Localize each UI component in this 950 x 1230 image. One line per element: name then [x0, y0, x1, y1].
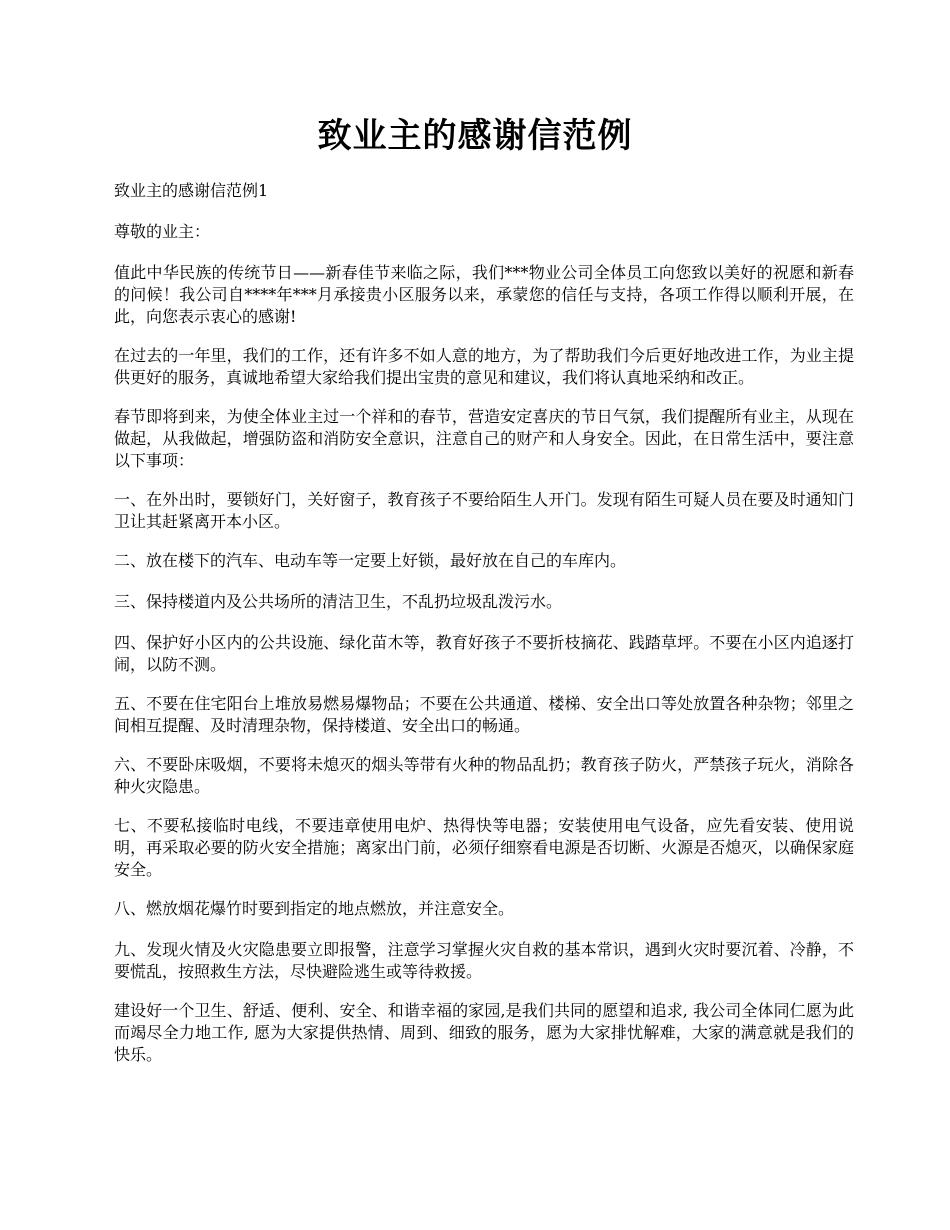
- notice-item: 五、不要在住宅阳台上堆放易燃易爆物品；不要在公共通道、楼梯、安全出口等处放置各种杂物；邻里之间相互提醒、及时清理杂物，保持楼道、安全出口的畅通。: [114, 694, 854, 735]
- notice-item: 四、保护好小区内的公共设施、绿化苗木等，教育好孩子不要折枝摘花、践踏草坪。不要在小区内追逐打闹，以防不测。: [114, 633, 854, 674]
- document-title: 致业主的感谢信范例: [317, 116, 633, 156]
- notice-item: 六、不要卧床吸烟，不要将未熄灭的烟头等带有火种的物品乱扔；教育孩子防火，严禁孩子玩火，消除各种火灾隐患。: [114, 755, 854, 796]
- paragraph: 春节即将到来，为使全体业主过一个祥和的春节，营造安定喜庆的节日气氛，我们提醒所有业主，从现在做起，从我做起，增强防盗和消防安全意识，注意自己的财产和人身安全。因此，在日常生活中，要注意以下事项：: [114, 407, 854, 470]
- notice-item: 九、发现火情及火灾隐患要立即报警，注意学习掌握火灾自救的基本常识，遇到火灾时要沉着、冷静，不要慌乱，按照救生方法，尽快避险逃生或等待救援。: [114, 940, 854, 981]
- salutation: 尊敬的业主：: [114, 222, 211, 241]
- document-subtitle: 致业主的感谢信范例1: [114, 181, 269, 200]
- paragraph: 在过去的一年里，我们的工作，还有许多不如人意的地方，为了帮助我们今后更好地改进工作，为业主提供更好的服务，真诚地希望大家给我们提出宝贵的意见和建议，我们将认真地采纳和改正。: [114, 346, 854, 387]
- closing-paragraph: 建设好一个卫生、舒适、便利、安全、和谐幸福的家园,是我们共同的愿望和追求, 我公司全体同仁愿为此而竭尽全力地工作, 愿为大家提供热情、周到、细致的服务，愿为大家排忧解难，大家的满意就是我们的快乐。: [114, 1001, 854, 1064]
- notice-item: 八、燃放烟花爆竹时要到指定的地点燃放，并注意安全。: [114, 899, 515, 918]
- notice-item: 七、不要私接临时电线，不要违章使用电炉、热得快等电器；安装使用电气设备，应先看安装、使用说明，再采取必要的防火安全措施；离家出门前，必须仔细察看电源是否切断、火源是否熄灭，以确保家庭安全。: [114, 816, 854, 879]
- notice-item: 三、保持楼道内及公共场所的清洁卫生，不乱扔垃圾乱泼污水。: [114, 592, 563, 611]
- notice-item: 二、放在楼下的汽车、电动车等一定要上好锁，最好放在自己的车库内。: [114, 551, 627, 570]
- notice-item: 一、在外出时，要锁好门，关好窗子，教育孩子不要给陌生人开门。发现有陌生可疑人员在要及时通知门卫让其赶紧离开本小区。: [114, 490, 854, 531]
- paragraph: 值此中华民族的传统节日——新春佳节来临之际，我们***物业公司全体员工向您致以美好的祝愿和新春的问候！我公司自****年***月承接贵小区服务以来，承蒙您的信任与支持，各项工作得以顺利开展，在此，向您表示衷心的感谢!: [114, 263, 854, 326]
- document-body: [114, 180, 854, 1083]
